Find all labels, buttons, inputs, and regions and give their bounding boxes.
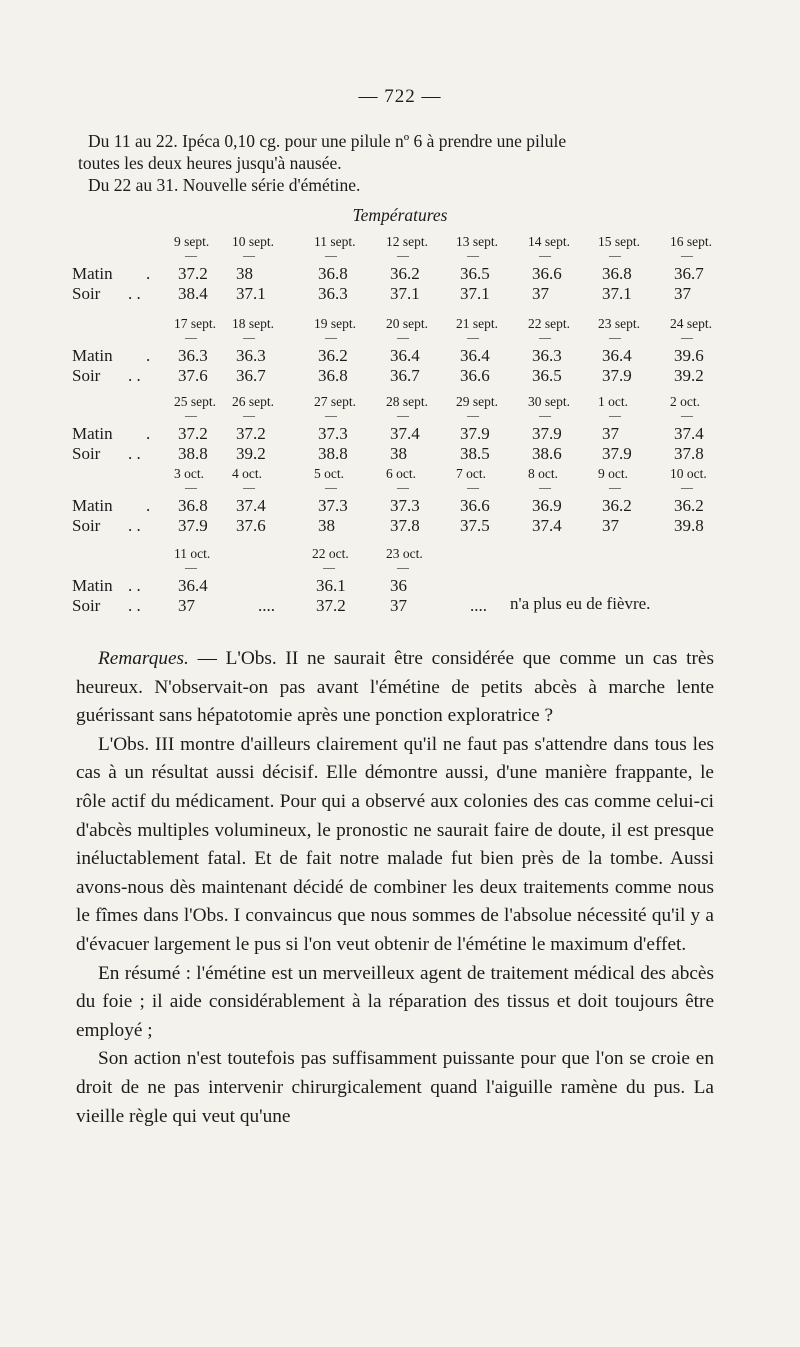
separator-dash: — (467, 248, 479, 262)
temperature-matin: 36.8 (178, 496, 208, 515)
date-header: 11 sept. (314, 234, 356, 249)
temperature-soir: 38.8 (318, 444, 348, 463)
separator-dash: — (681, 480, 693, 494)
separator-dash: — (185, 560, 197, 574)
separator-dash: — (609, 408, 621, 422)
date-header: 21 sept. (456, 316, 498, 331)
temperature-soir: 39.2 (236, 444, 266, 463)
fever-note: n'a plus eu de fièvre. (510, 594, 651, 613)
temperature-soir: 38.5 (460, 444, 490, 463)
date-header: 17 sept. (174, 316, 216, 331)
temperature-soir: 37.8 (674, 444, 704, 463)
separator-dash: — (185, 248, 197, 262)
table-title: Températures (352, 205, 448, 225)
temperature-matin: 37 (602, 424, 619, 443)
temperature-matin: 37.3 (318, 424, 348, 443)
temperature-matin: 37.3 (318, 496, 348, 515)
separator-dash: — (681, 408, 693, 422)
intro-line: toutes les deux heures jusqu'à nausée. (78, 153, 342, 173)
temperature-matin: 36.7 (674, 264, 704, 283)
row-label-matin: Matin (72, 346, 113, 365)
date-header: 22 sept. (528, 316, 570, 331)
separator-dash: — (243, 480, 255, 494)
leader-dot: . . (128, 444, 141, 463)
date-header: 2 oct. (670, 394, 700, 409)
separator-dash: — (325, 248, 337, 262)
temperature-soir: 36.6 (460, 366, 490, 385)
temperature-soir: 37.9 (602, 444, 632, 463)
temperature-matin: 37.2 (178, 264, 208, 283)
date-header: 10 oct. (670, 466, 707, 481)
temperature-soir: 37.1 (602, 284, 632, 303)
date-header: 24 sept. (670, 316, 712, 331)
temperature-soir: 38.6 (532, 444, 562, 463)
temperature-matin: 36.3 (532, 346, 562, 365)
date-header: 23 sept. (598, 316, 640, 331)
temperature-matin: 36.2 (674, 496, 704, 515)
separator-dash: — (467, 330, 479, 344)
temperature-soir: 37.6 (236, 516, 266, 535)
temperature-soir: 37 (390, 596, 407, 615)
temperature-soir: 37.5 (460, 516, 490, 535)
date-header: 19 sept. (314, 316, 356, 331)
temperature-soir: 37.1 (236, 284, 266, 303)
temperature-matin: 36.4 (460, 346, 490, 365)
leader-dot: . (146, 346, 151, 365)
temperature-matin: 36.2 (318, 346, 348, 365)
row-label-matin: Matin (72, 576, 113, 595)
temperature-matin: 36.4 (602, 346, 632, 365)
separator-dash: — (539, 480, 551, 494)
temperature-soir: .... (258, 596, 275, 615)
remarques-label: Remarques. (98, 648, 189, 669)
date-header: 8 oct. (528, 466, 558, 481)
date-header: 4 oct. (232, 466, 262, 481)
date-header: 23 oct. (386, 546, 423, 561)
date-header: 25 sept. (174, 394, 216, 409)
date-header: 29 sept. (456, 394, 498, 409)
temperature-matin: 36.9 (532, 496, 562, 515)
page-number: — 722 — (358, 86, 442, 107)
temperature-matin: 39.6 (674, 346, 704, 365)
temperature-matin: 36.5 (460, 264, 490, 283)
separator-dash: — (185, 480, 197, 494)
row-label-matin: Matin (72, 264, 113, 283)
temperature-matin: 36.8 (318, 264, 348, 283)
temperature-matin: 36.4 (390, 346, 420, 365)
date-header: 16 sept. (670, 234, 712, 249)
separator-dash: — (539, 330, 551, 344)
temperature-matin: 37.4 (390, 424, 420, 443)
date-header: 28 sept. (386, 394, 428, 409)
temperature-soir: .... (470, 596, 487, 615)
separator-dash: — (323, 560, 335, 574)
intro-line: Du 11 au 22. Ipéca 0,10 cg. pour une pilule nº 6 à prendre une pilule (88, 131, 567, 151)
temperature-matin: 37.9 (460, 424, 490, 443)
paragraph: L'Obs. III montre d'ailleurs clairement qu'il ne faut pas s'attendre dans tous les cas à un résultat aussi décisif. Elle démontre aussi, d'une manière frappante, le rôle actif du médicament. Pour qui a observé aux colonies des cas comme celui-ci d'abcès multiples volumineux, le pronostic ne saurait faire de doute, il est presque inéluctablement fatal. Et de fait notre malade fut bien près de la tombe. Aussi avons-nous dès maintenant décidé de combiner les deux traitements comme nous le fîmes dans l'Obs. I convaincus que nous sommes de l'absolue nécessité qu'il y a d'évacuer largement le pus si l'on veut obtenir de l'émétine le maximum d'effet. (76, 733, 714, 955)
temperature-soir: 36.8 (318, 366, 348, 385)
row-label-soir: Soir (72, 596, 101, 615)
date-header: 9 sept. (174, 234, 210, 249)
separator-dash: — (467, 480, 479, 494)
temperature-matin: 37.9 (532, 424, 562, 443)
temperature-soir: 37.1 (460, 284, 490, 303)
temperature-matin: 36.6 (460, 496, 490, 515)
paragraph: Son action n'est toutefois pas suffisamment puissante pour que l'on se croie en droit de ne pas intervenir chirurgicalement quand l'aiguille ramène du pus. La vieille règle qui veut qu'une (76, 1048, 714, 1127)
date-header: 9 oct. (598, 466, 628, 481)
row-label-soir: Soir (72, 366, 101, 385)
paragraph: En résumé : l'émétine est un merveilleux agent de traitement médical des abcès du foie ; il aide considérablement à la réparation des tissus et doit toujours être employé ; (76, 962, 714, 1041)
separator-dash: — (185, 330, 197, 344)
intro-line: Du 22 au 31. Nouvelle série d'émétine. (88, 175, 361, 195)
date-header: 12 sept. (386, 234, 428, 249)
date-header: 3 oct. (174, 466, 204, 481)
temperature-soir: 37.1 (390, 284, 420, 303)
leader-dot: . . (128, 576, 141, 595)
temperature-matin: 36.2 (602, 496, 632, 515)
temperature-matin: 36.4 (178, 576, 208, 595)
leader-dot: . (146, 264, 151, 283)
separator-dash: — (325, 480, 337, 494)
date-header: 20 sept. (386, 316, 428, 331)
separator-dash: — (397, 408, 409, 422)
separator-dash: — (609, 248, 621, 262)
temperature-matin: 36.6 (532, 264, 562, 283)
separator-dash: — (397, 560, 409, 574)
remarks-section (76, 645, 714, 1131)
date-header: 13 sept. (456, 234, 498, 249)
separator-dash: — (325, 330, 337, 344)
temperature-soir: 37 (178, 596, 195, 615)
date-header: 5 oct. (314, 466, 344, 481)
separator-dash: — (397, 480, 409, 494)
separator-dash: — (609, 480, 621, 494)
temperature-soir: 36.5 (532, 366, 562, 385)
temperature-matin: 36.1 (316, 576, 346, 595)
separator-dash: — (539, 408, 551, 422)
date-header: 22 oct. (312, 546, 349, 561)
separator-dash: — (681, 248, 693, 262)
temperature-soir: 37.6 (178, 366, 208, 385)
temperature-soir: 37 (674, 284, 691, 303)
row-label-soir: Soir (72, 444, 101, 463)
temperature-matin: 37.4 (674, 424, 704, 443)
temperature-soir: 36.3 (318, 284, 348, 303)
temperature-soir: 37.2 (316, 596, 346, 615)
row-label-matin: Matin (72, 424, 113, 443)
leader-dot: . . (128, 516, 141, 535)
temperature-matin: 36.2 (390, 264, 420, 283)
separator-dash: — (681, 330, 693, 344)
temperature-soir: 37 (532, 284, 549, 303)
separator-dash: — (397, 330, 409, 344)
temperature-matin: 37.4 (236, 496, 266, 515)
separator-dash: — (467, 408, 479, 422)
date-header: 7 oct. (456, 466, 486, 481)
temperature-matin: 36.8 (602, 264, 632, 283)
date-header: 27 sept. (314, 394, 356, 409)
date-header: 10 sept. (232, 234, 274, 249)
date-header: 30 sept. (528, 394, 570, 409)
separator-dash: — (243, 330, 255, 344)
temperature-matin: 37.3 (390, 496, 420, 515)
date-header: 14 sept. (528, 234, 570, 249)
row-label-matin: Matin (72, 496, 113, 515)
temperature-matin: 37.2 (178, 424, 208, 443)
separator-dash: — (243, 248, 255, 262)
temperature-soir: 39.8 (674, 516, 704, 535)
temperature-soir: 37.8 (390, 516, 420, 535)
temperature-matin: 38 (236, 264, 253, 283)
date-header: 11 oct. (174, 546, 211, 561)
paragraph (76, 645, 714, 731)
temperature-soir: 38 (318, 516, 335, 535)
separator-dash: — (243, 408, 255, 422)
leader-dot: . . (128, 284, 141, 303)
row-label-soir: Soir (72, 284, 101, 303)
separator-dash: — (397, 248, 409, 262)
temperature-table (0, 0, 800, 650)
temperature-matin: 36.3 (236, 346, 266, 365)
separator-dash: — (539, 248, 551, 262)
temperature-soir: 37 (602, 516, 619, 535)
date-header: 18 sept. (232, 316, 274, 331)
leader-dot: . (146, 496, 151, 515)
temperature-soir: 36.7 (236, 366, 266, 385)
temperature-soir: 39.2 (674, 366, 704, 385)
separator-dash: — (185, 408, 197, 422)
paragraph-text: — L'Obs. II ne saurait être considérée que comme un cas très heureux. N'observait-on pas avant l'émétine de petits abcès à marche lente guérissant sans hépatotomie après une ponction exploratrice ? (76, 648, 714, 727)
temperature-soir: 38 (390, 444, 407, 463)
temperature-soir: 37.9 (178, 516, 208, 535)
row-label-soir: Soir (72, 516, 101, 535)
separator-dash: — (325, 408, 337, 422)
temperature-soir: 37.4 (532, 516, 562, 535)
temperature-soir: 37.9 (602, 366, 632, 385)
separator-dash: — (609, 330, 621, 344)
leader-dot: . (146, 424, 151, 443)
temperature-soir: 38.4 (178, 284, 208, 303)
leader-dot: . . (128, 596, 141, 615)
temperature-matin: 36 (390, 576, 407, 595)
temperature-soir: 38.8 (178, 444, 208, 463)
temperature-soir: 36.7 (390, 366, 420, 385)
date-header: 1 oct. (598, 394, 628, 409)
temperature-matin: 37.2 (236, 424, 266, 443)
temperature-matin: 36.3 (178, 346, 208, 365)
date-header: 6 oct. (386, 466, 416, 481)
date-header: 15 sept. (598, 234, 640, 249)
leader-dot: . . (128, 366, 141, 385)
date-header: 26 sept. (232, 394, 274, 409)
